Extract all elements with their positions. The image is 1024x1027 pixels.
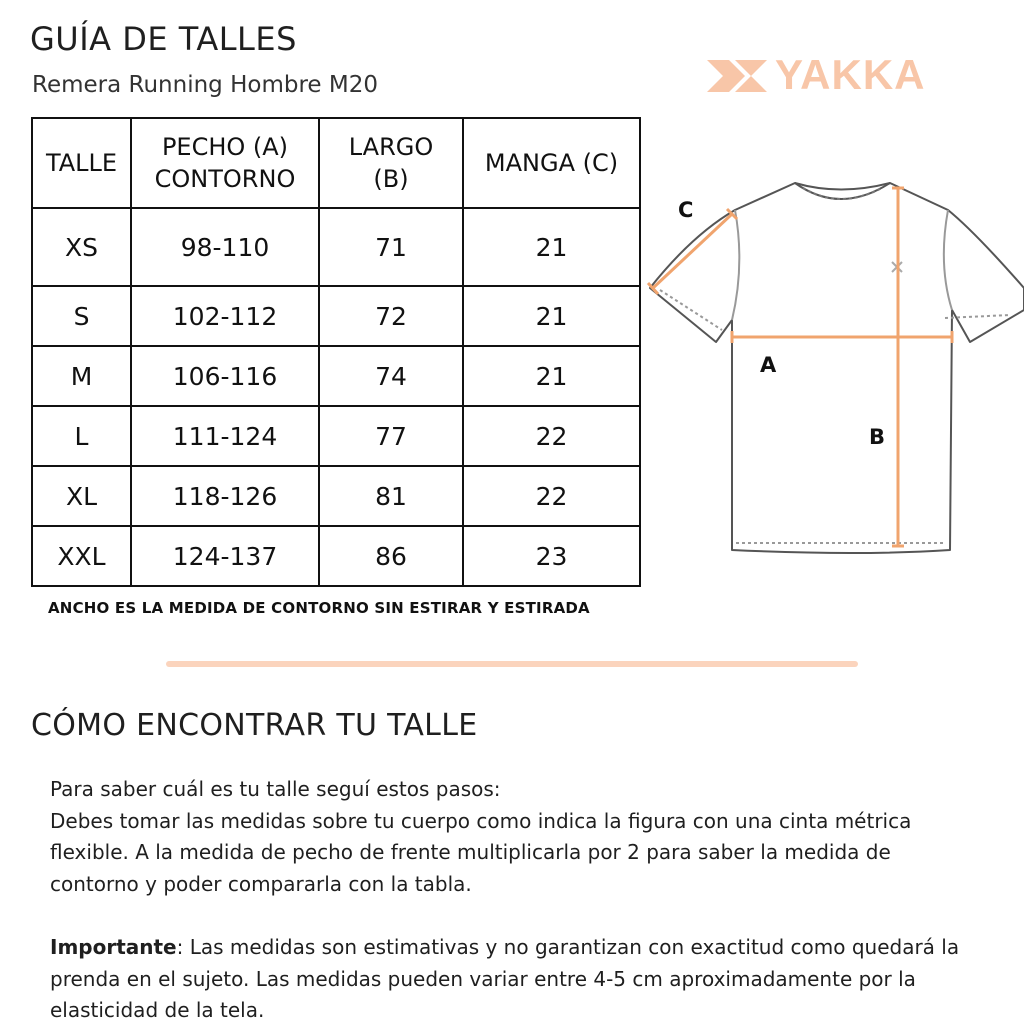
size-table [31, 117, 641, 587]
instructions-body: Debes tomar las medidas sobre tu cuerpo como indica la figura con una cinta métrica flexible. A la medida de pecho de frente multiplicarla por 2 para saber la medida de contorno y poder compararla con la tabla. [50, 808, 912, 896]
cell-size: XXL [32, 526, 131, 586]
cell-chest: 102-112 [131, 286, 319, 346]
header-pecho: PECHO (A) CONTORNO [131, 118, 319, 208]
cell-length: 72 [319, 286, 463, 346]
page-subtitle: Remera Running Hombre M20 [32, 72, 378, 98]
important-label: Importante [50, 935, 177, 959]
important-note [50, 932, 970, 1027]
brand-name: YAKKA [775, 51, 926, 98]
cell-sleeve: 21 [463, 346, 640, 406]
cell-size: XS [32, 208, 131, 286]
cell-length: 86 [319, 526, 463, 586]
header-largo: LARGO (B) [319, 118, 463, 208]
table-row [32, 406, 640, 466]
table-row [32, 346, 640, 406]
cell-chest: 118-126 [131, 466, 319, 526]
logo-x-icon [705, 58, 769, 94]
header-manga: MANGA (C) [463, 118, 640, 208]
table-note: ANCHO ES LA MEDIDA DE CONTORNO SIN ESTIRAR Y ESTIRADA [48, 599, 590, 617]
cell-length: 74 [319, 346, 463, 406]
cell-chest: 106-116 [131, 346, 319, 406]
dimension-label-b: B [869, 425, 886, 449]
cell-sleeve: 22 [463, 406, 640, 466]
table-row [32, 466, 640, 526]
dimension-label-a: A [760, 353, 777, 377]
cell-length: 77 [319, 406, 463, 466]
cell-chest: 98-110 [131, 208, 319, 286]
cell-length: 71 [319, 208, 463, 286]
instructions-intro: Para saber cuál es tu talle seguí estos pasos: [50, 777, 501, 801]
section-divider [166, 661, 858, 667]
cell-size: S [32, 286, 131, 346]
page-title: GUÍA DE TALLES [30, 20, 297, 58]
brand-logo [705, 51, 960, 98]
dimension-label-c: C [678, 198, 694, 222]
tshirt-diagram [640, 170, 1024, 570]
header-talle: TALLE [32, 118, 131, 208]
table-row [32, 526, 640, 586]
cell-sleeve: 23 [463, 526, 640, 586]
cell-size: M [32, 346, 131, 406]
cell-sleeve: 22 [463, 466, 640, 526]
cell-sleeve: 21 [463, 208, 640, 286]
cell-sleeve: 21 [463, 286, 640, 346]
table-row [32, 286, 640, 346]
how-to-instructions [50, 774, 970, 900]
how-to-title: CÓMO ENCONTRAR TU TALLE [31, 708, 478, 743]
cell-chest: 111-124 [131, 406, 319, 466]
important-text: : Las medidas son estimativas y no garantizan con exactitud como quedará la prenda en el sujeto. Las medidas pueden variar entre 4-5 cm aproximadamente por la elasticidad de la tela. [50, 935, 960, 1022]
table-row [32, 208, 640, 286]
cell-chest: 124-137 [131, 526, 319, 586]
cell-size: L [32, 406, 131, 466]
cell-length: 81 [319, 466, 463, 526]
cell-size: XL [32, 466, 131, 526]
table-header-row [32, 118, 640, 208]
